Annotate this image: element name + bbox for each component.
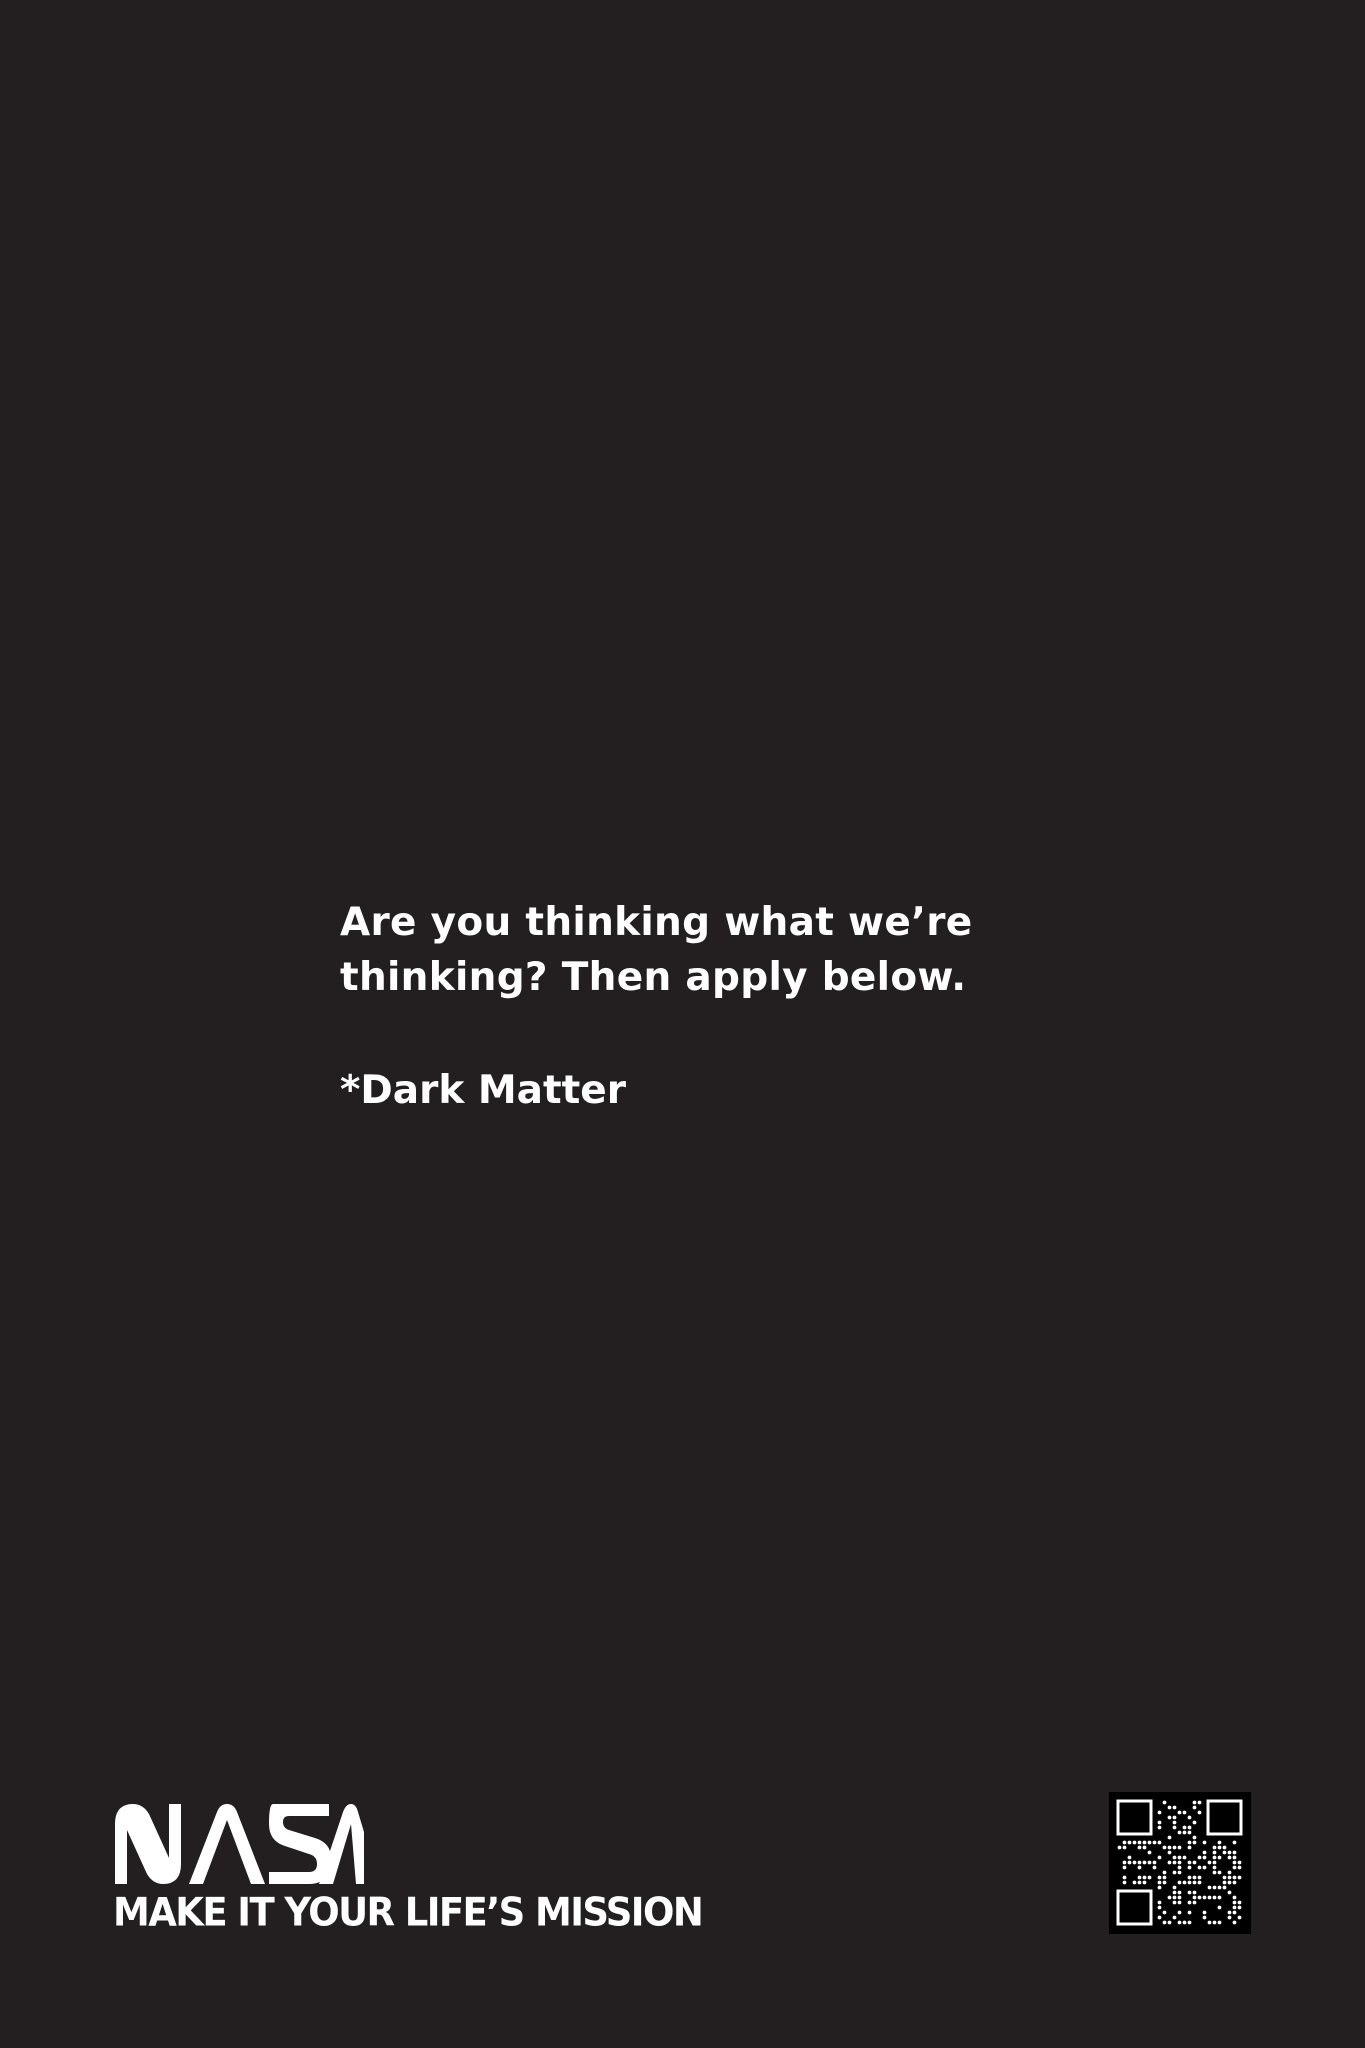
qr-module: [1188, 1891, 1192, 1895]
qr-module: [1148, 1876, 1152, 1880]
qr-module: [1223, 1851, 1227, 1855]
qr-module: [1158, 1906, 1162, 1910]
qr-module: [1208, 1886, 1212, 1890]
qr-module: [1213, 1861, 1217, 1865]
qr-module: [1173, 1846, 1177, 1850]
qr-module: [1173, 1816, 1177, 1820]
qr-module: [1138, 1881, 1142, 1885]
qr-module: [1233, 1861, 1237, 1865]
qr-module: [1168, 1836, 1172, 1840]
qr-module: [1198, 1876, 1202, 1880]
qr-module: [1138, 1866, 1142, 1870]
qr-module: [1228, 1891, 1232, 1895]
qr-module: [1183, 1831, 1187, 1835]
qr-module: [1218, 1896, 1222, 1900]
qr-module: [1133, 1861, 1137, 1865]
qr-module: [1238, 1876, 1242, 1880]
qr-module: [1198, 1866, 1202, 1870]
qr-module: [1168, 1921, 1172, 1925]
qr-module: [1218, 1846, 1222, 1850]
qr-module: [1218, 1841, 1222, 1845]
qr-module: [1178, 1856, 1182, 1860]
qr-module: [1193, 1801, 1197, 1805]
qr-module: [1233, 1851, 1237, 1855]
qr-module: [1228, 1851, 1232, 1855]
qr-module: [1193, 1806, 1197, 1810]
qr-module: [1198, 1881, 1202, 1885]
qr-module: [1188, 1816, 1192, 1820]
qr-module: [1233, 1906, 1237, 1910]
qr-module: [1238, 1901, 1242, 1905]
qr-module: [1118, 1846, 1122, 1850]
qr-module: [1213, 1856, 1217, 1860]
qr-module: [1138, 1876, 1142, 1880]
qr-module: [1223, 1881, 1227, 1885]
qr-module: [1158, 1841, 1162, 1845]
qr-module: [1173, 1891, 1177, 1895]
qr-module: [1193, 1896, 1197, 1900]
headline-line-2: thinking? Then apply below.: [340, 955, 967, 1000]
qr-module: [1163, 1801, 1167, 1805]
headline-line-1: Are you thinking what we’re: [340, 900, 973, 945]
qr-module: [1188, 1901, 1192, 1905]
qr-module: [1228, 1871, 1232, 1875]
qr-module: [1123, 1846, 1127, 1850]
headline: [340, 895, 1040, 1005]
footnote-dark-matter: *Dark Matter: [340, 1068, 626, 1113]
qr-module: [1158, 1881, 1162, 1885]
qr-module: [1183, 1881, 1187, 1885]
qr-module: [1123, 1861, 1127, 1865]
qr-module: [1158, 1856, 1162, 1860]
qr-module: [1193, 1891, 1197, 1895]
qr-module: [1178, 1846, 1182, 1850]
nasa-branding: [113, 1800, 703, 1936]
qr-module: [1203, 1856, 1207, 1860]
qr-module: [1178, 1866, 1182, 1870]
qr-finder-center: [1127, 1900, 1142, 1915]
qr-module: [1218, 1856, 1222, 1860]
qr-module: [1188, 1876, 1192, 1880]
qr-module: [1223, 1846, 1227, 1850]
qr-module: [1158, 1886, 1162, 1890]
qr-module: [1138, 1846, 1142, 1850]
qr-module: [1208, 1896, 1212, 1900]
qr-module: [1123, 1881, 1127, 1885]
qr-module: [1173, 1916, 1177, 1920]
qr-module: [1163, 1871, 1167, 1875]
qr-module: [1178, 1901, 1182, 1905]
qr-module: [1213, 1886, 1217, 1890]
qr-module: [1158, 1821, 1162, 1825]
qr-module: [1123, 1866, 1127, 1870]
qr-module: [1148, 1861, 1152, 1865]
qr-module: [1173, 1886, 1177, 1890]
qr-module: [1233, 1901, 1237, 1905]
qr-module: [1238, 1916, 1242, 1920]
qr-module: [1178, 1831, 1182, 1835]
qr-module: [1188, 1866, 1192, 1870]
qr-module: [1163, 1876, 1167, 1880]
qr-module: [1168, 1816, 1172, 1820]
qr-module: [1188, 1881, 1192, 1885]
qr-module: [1233, 1911, 1237, 1915]
qr-module: [1148, 1841, 1152, 1845]
qr-module: [1223, 1876, 1227, 1880]
qr-module: [1208, 1921, 1212, 1925]
qr-module: [1188, 1831, 1192, 1835]
qr-module: [1228, 1916, 1232, 1920]
qr-module: [1178, 1921, 1182, 1925]
qr-module: [1183, 1826, 1187, 1830]
qr-module: [1178, 1911, 1182, 1915]
qr-module: [1158, 1901, 1162, 1905]
qr-module: [1128, 1861, 1132, 1865]
qr-module: [1143, 1841, 1147, 1845]
qr-module: [1173, 1821, 1177, 1825]
qr-module: [1153, 1861, 1157, 1865]
qr-module: [1188, 1846, 1192, 1850]
qr-module: [1178, 1871, 1182, 1875]
qr-module: [1198, 1856, 1202, 1860]
qr-module: [1203, 1911, 1207, 1915]
qr-module: [1168, 1851, 1172, 1855]
qr-module: [1183, 1811, 1187, 1815]
qr-module: [1143, 1861, 1147, 1865]
qr-module: [1178, 1891, 1182, 1895]
qr-module: [1168, 1846, 1172, 1850]
qr-module: [1148, 1851, 1152, 1855]
qr-module: [1158, 1916, 1162, 1920]
qr-module: [1213, 1851, 1217, 1855]
qr-module: [1223, 1886, 1227, 1890]
qr-module: [1218, 1871, 1222, 1875]
qr-module: [1213, 1846, 1217, 1850]
qr-module: [1168, 1896, 1172, 1900]
qr-module: [1198, 1801, 1202, 1805]
qr-module: [1208, 1861, 1212, 1865]
qr-module: [1153, 1866, 1157, 1870]
qr-module: [1153, 1841, 1157, 1845]
qr-module: [1163, 1911, 1167, 1915]
qr-module: [1188, 1861, 1192, 1865]
qr-module: [1173, 1901, 1177, 1905]
qr-module: [1198, 1811, 1202, 1815]
qr-module: [1168, 1806, 1172, 1810]
qr-module: [1233, 1896, 1237, 1900]
qr-module: [1238, 1861, 1242, 1865]
qr-module: [1193, 1881, 1197, 1885]
qr-finder-center: [1217, 1810, 1232, 1825]
qr-module: [1203, 1841, 1207, 1845]
qr-code-icon[interactable]: [1109, 1792, 1251, 1934]
qr-module: [1163, 1846, 1167, 1850]
qr-module: [1193, 1821, 1197, 1825]
qr-module: [1228, 1911, 1232, 1915]
nasa-logo: [113, 1800, 702, 1886]
qr-module: [1178, 1811, 1182, 1815]
qr-module: [1138, 1861, 1142, 1865]
qr-module: [1183, 1856, 1187, 1860]
qr-module: [1233, 1856, 1237, 1860]
qr-module: [1193, 1876, 1197, 1880]
qr-module: [1173, 1871, 1177, 1875]
qr-module: [1143, 1881, 1147, 1885]
qr-module: [1173, 1856, 1177, 1860]
qr-module: [1233, 1866, 1237, 1870]
qr-module: [1173, 1896, 1177, 1900]
qr-module: [1193, 1861, 1197, 1865]
qr-module: [1128, 1856, 1132, 1860]
qr-module: [1213, 1871, 1217, 1875]
qr-module: [1218, 1886, 1222, 1890]
qr-module: [1213, 1921, 1217, 1925]
qr-module: [1188, 1841, 1192, 1845]
qr-module: [1173, 1861, 1177, 1865]
qr-module: [1133, 1841, 1137, 1845]
qr-module: [1158, 1826, 1162, 1830]
qr-module: [1128, 1841, 1132, 1845]
qr-module: [1158, 1876, 1162, 1880]
qr-module: [1123, 1841, 1127, 1845]
qr-module: [1203, 1896, 1207, 1900]
qr-module: [1203, 1866, 1207, 1870]
qr-module: [1138, 1841, 1142, 1845]
qr-module: [1143, 1846, 1147, 1850]
qr-module: [1178, 1881, 1182, 1885]
qr-code-graphic: [1109, 1792, 1251, 1934]
qr-module: [1193, 1901, 1197, 1905]
qr-module: [1163, 1921, 1167, 1925]
tagline: MAKE IT YOUR LIFE’S MISSION: [113, 1889, 703, 1936]
qr-module: [1178, 1861, 1182, 1865]
qr-module: [1228, 1876, 1232, 1880]
qr-module: [1213, 1896, 1217, 1900]
qr-module: [1203, 1851, 1207, 1855]
qr-module: [1218, 1921, 1222, 1925]
qr-finder-center: [1127, 1810, 1142, 1825]
qr-module: [1178, 1896, 1182, 1900]
qr-module: [1193, 1836, 1197, 1840]
qr-module: [1228, 1856, 1232, 1860]
nasa-logo-text: [113, 1800, 116, 1801]
qr-module: [1143, 1876, 1147, 1880]
qr-module: [1233, 1881, 1237, 1885]
qr-module: [1158, 1811, 1162, 1815]
qr-module: [1188, 1911, 1192, 1915]
qr-module: [1193, 1841, 1197, 1845]
qr-module: [1163, 1881, 1167, 1885]
qr-module: [1218, 1906, 1222, 1910]
qr-module: [1183, 1921, 1187, 1925]
qr-module: [1233, 1921, 1237, 1925]
qr-module: [1123, 1876, 1127, 1880]
qr-module: [1213, 1866, 1217, 1870]
qr-module: [1188, 1921, 1192, 1925]
qr-module: [1168, 1861, 1172, 1865]
qr-module: [1228, 1881, 1232, 1885]
qr-module: [1133, 1881, 1137, 1885]
qr-module: [1173, 1826, 1177, 1830]
qr-module: [1233, 1876, 1237, 1880]
qr-module: [1238, 1906, 1242, 1910]
qr-module: [1233, 1841, 1237, 1845]
qr-module: [1173, 1806, 1177, 1810]
qr-module: [1238, 1866, 1242, 1870]
qr-module: [1188, 1826, 1192, 1830]
qr-module: [1198, 1896, 1202, 1900]
qr-module: [1203, 1916, 1207, 1920]
nasa-worm-logo-icon: [113, 1800, 365, 1886]
